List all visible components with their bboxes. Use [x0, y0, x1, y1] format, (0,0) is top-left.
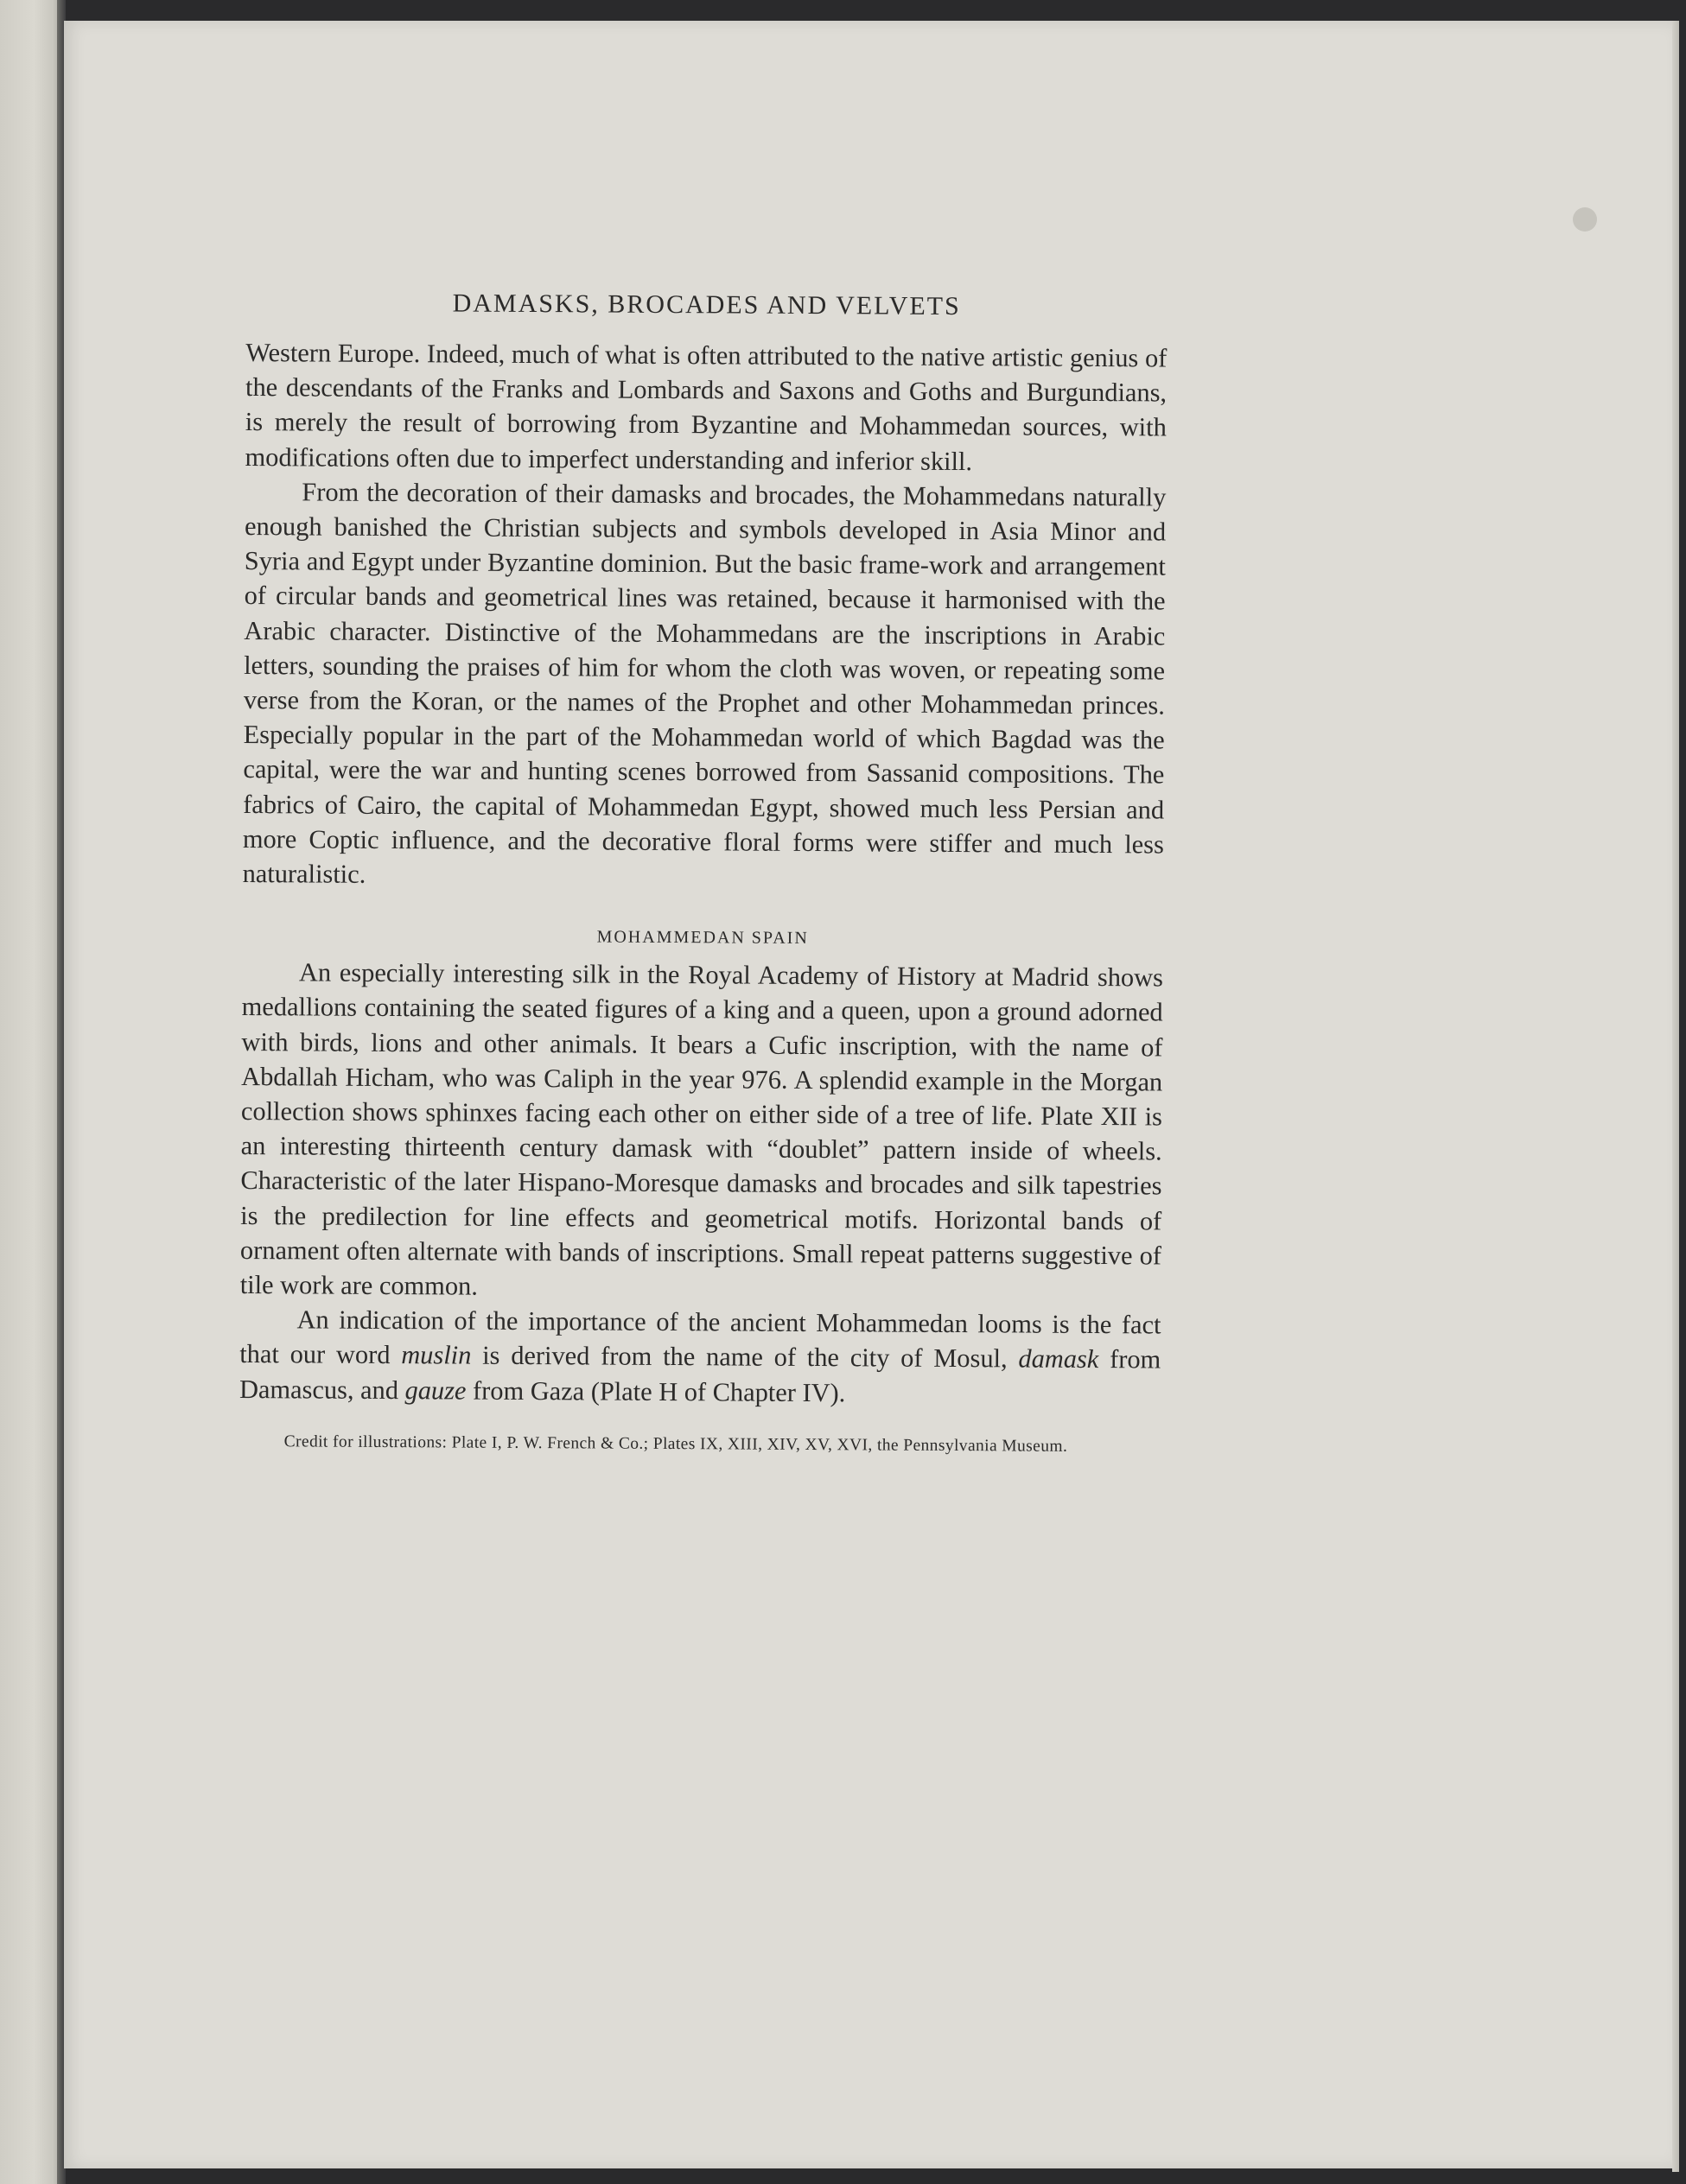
paper-blemish [1573, 207, 1597, 232]
page-fore-edge [1672, 21, 1679, 2172]
word-gauze: gauze [404, 1375, 467, 1406]
paragraph-4-text-c: from Damascus, and [239, 1344, 1161, 1405]
illustration-credits: Credit for illustrations: Plate I, P. W. French & Co.; Plates IX, XIII, XIV, XV, XVI, the Pennsylvania Museum. [283, 1432, 1068, 1456]
word-damask: damask [1018, 1343, 1099, 1375]
paragraph-4-text-b: is derived from the name of the city of Mosul, [471, 1341, 1019, 1374]
paragraph-4 [239, 1302, 1161, 1412]
paragraph-1: Western Europe. Indeed, much of what is often attributed to the native artistic genius of the descendants of the Franks and Lombards and Saxons and Goths and Burgundians, is merely the result of borrowing from Byzantine and Mohammedan sources, with modifications often due to imperfect understanding and inferior skill. [245, 337, 1167, 476]
paragraph-4-text-d: from Gaza (Plate H of Chapter IV). [466, 1375, 846, 1407]
paragraph-3: An especially interesting silk in the Royal Academy of History at Madrid shows medallions containing the seated figures of a king and a queen, upon a ground adorned with birds, lions and other animals. It bears a Cufic inscription, with the name of Abdallah Hicham, who was Caliph in the year 976. A splendid example in the Morgan collection shows sphinxes facing each other on either side of a tree of life. Plate XII is an interesting thirteenth century damask with “doublet” pattern inside of wheels. Characteristic of the later Hispano-Moresque damasks and brocades and silk tapestries is the predilection for line effects and geometrical motifs. Horizontal bands of ornament often alternate with bands of inscriptions. Small repeat patterns suggestive of tile work are common. [239, 957, 1164, 1301]
word-muslin: muslin [401, 1340, 472, 1371]
paragraph-4-text-a: An indication of the importance of the ancient Mohammedan looms is the fact that our word [239, 1305, 1161, 1370]
section-heading: MOHAMMEDAN SPAIN [596, 927, 809, 949]
paragraph-2: From the decoration of their damasks and brocades, the Mohammedans naturally enough banished the Christian subjects and symbols developed in Asia Minor and Syria and Egypt under Byzantine dominion. But the basic frame-work and arrangement of circular bands and geometrical lines was retained, because it harmonised with the Arabic character. Distinctive of the Mohammedans are the inscriptions in Arabic letters, sounding the praises of him for whom the cloth was woven, or repeating some verse from the Koran, or the names of the Prophet and other Mohammedan princes. Especially popular in the part of the Mohammedan world of which Bagdad was the capital, were the war and hunting scenes borrowed from Sassanid compositions. The fabrics of Cairo, the capital of Mohammedan Egypt, showed much less Persian and more Coptic influence, and the decorative floral forms were stiffer and much less naturalistic. [242, 477, 1167, 889]
facing-page-edge [0, 0, 62, 2184]
running-head: DAMASKS, BROCADES AND VELVETS [452, 289, 961, 321]
page-text-block [239, 259, 1167, 1474]
